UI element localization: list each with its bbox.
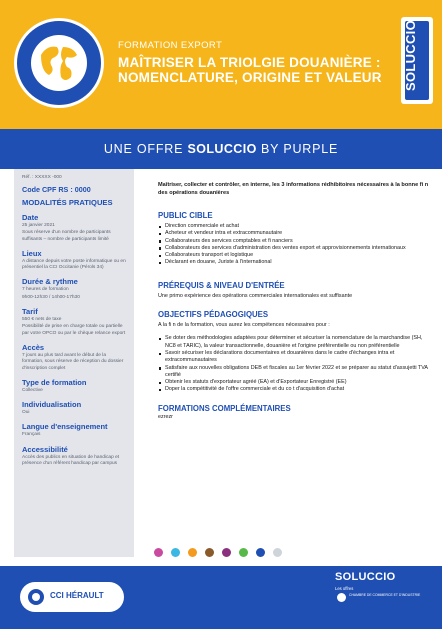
reference: Réf. : XXXXX -000 xyxy=(22,175,62,180)
footer xyxy=(0,566,442,629)
practical-info-sidebar xyxy=(14,169,134,557)
list-item: Obtenir les statuts d'exportateur agréé (EA) et d'Exportateur Enregistré (EE) xyxy=(158,379,430,386)
offer-band xyxy=(0,129,442,169)
lieux-label: Lieux xyxy=(22,248,42,258)
soluccio-side-logo xyxy=(401,17,433,104)
acces-value: 7 jours au plus tard avant le début de la formation, sous réserve de réception du dossier d'inscription complet xyxy=(22,352,124,371)
list-item: Collaborateurs des services comptables et fi nanciers xyxy=(158,238,430,245)
complementaires-text: ezrezr xyxy=(158,413,173,420)
footer-cci-small: CHAMBRE DE COMMERCE ET D'INDUSTRIE xyxy=(349,593,435,597)
tarif-value-1: 550 € nets de taxe xyxy=(22,317,62,323)
practical-heading: MODALITÉS PRATIQUES xyxy=(22,198,113,207)
main-content xyxy=(158,182,430,421)
list-item: Collaborateurs transport et logistique xyxy=(158,252,430,259)
individualisation-value: Oui xyxy=(22,410,30,416)
band-prefix: UNE OFFRE xyxy=(103,142,188,156)
list-item: Savoir sécuriser les déclarations documentaires et douanières dans le cadre d'échanges intra et extracommunautaires xyxy=(158,350,430,365)
duree-value-2: 9h00-12h30 / 14h00-17h30 xyxy=(22,294,80,300)
color-dots xyxy=(154,548,282,558)
list-item: Acheteur et vendeur intra et extracommunautaire xyxy=(158,230,430,237)
type-value: Collective xyxy=(22,387,43,393)
prerequis-title: PRÉREQUIS & NIVEAU D'ENTRÉE xyxy=(158,280,285,290)
color-dot xyxy=(205,548,214,557)
list-item: Se doter des méthodologies adaptées pour déterminer et sécuriser la nomenclature de la marchandise (SH, NC8 et TARIC), la valeur transactionnelle, douanière et l'origine préférentielle ou non préférentielle xyxy=(158,335,430,350)
color-dot xyxy=(256,548,265,557)
cci-label: CCI HÉRAULT xyxy=(50,591,104,600)
cci-logo-icon xyxy=(28,589,44,605)
date-label: Date xyxy=(22,213,39,222)
globe-icon xyxy=(14,18,104,108)
color-dot xyxy=(222,548,231,557)
side-logo-text: SOLUCCIO xyxy=(403,20,418,92)
cpf-code: Code CPF RS : 0000 xyxy=(22,185,91,194)
header-title-line2: NOMENCLATURE, ORIGINE ET VALEUR xyxy=(118,70,382,85)
prerequis-text: Une primo expérience des opérations commerciales internationales est suffisante xyxy=(158,292,353,299)
individualisation-label: Individualisation xyxy=(22,400,82,410)
list-item: Collaborateurs des services d'administration des ventes export et approvisionnements internationaux xyxy=(158,245,430,252)
accessibilite-value: Accès des publics en situation de handicap et présence d'un référent handicap par campus xyxy=(22,454,120,467)
footer-brand: SOLUCCIO xyxy=(335,571,396,583)
band-partner: PURPLE xyxy=(283,142,339,156)
intro-text: Maîtriser, collecter et contrôler, en interne, les 3 informations rédhibitoires nécessaires à la bonne fi n des opérations douanières xyxy=(158,182,429,196)
complementaires-title: FORMATIONS COMPLÉMENTAIRES xyxy=(158,403,291,413)
header-title-line1: MAÎTRISER LA TRIOLGIE DOUANIÈRE : xyxy=(118,55,381,70)
objectifs-intro: A la fi n de la formation, vous aurez les compétences nécessaires pour : xyxy=(158,322,330,329)
date-note: Sous réserve d'un nombre de participants suffisants – nombre de participants limité xyxy=(22,230,111,242)
date-value: 25 janvier 2021 xyxy=(22,223,55,228)
color-dot xyxy=(154,548,163,557)
objectifs-list xyxy=(158,335,430,393)
footer-small: Les offres xyxy=(335,586,354,591)
offer-band-text xyxy=(0,129,442,169)
duree-value-1: 7 heures de formation xyxy=(22,287,69,293)
lieux-value: A distance depuis votre poste informatique ou en présentiel la CCI Occitanie (Pérols 34) xyxy=(22,258,126,271)
band-by: BY xyxy=(256,142,284,156)
footer-soluccio-logo xyxy=(335,571,435,597)
header-banner xyxy=(0,0,442,129)
acces-label: Accès xyxy=(22,342,45,352)
public-cible-title: PUBLIC CIBLE xyxy=(158,211,213,220)
header-text xyxy=(118,40,398,85)
objectifs-title: OBJECTIFS PÉDAGOGIQUES xyxy=(158,310,269,320)
list-item: Satisfaire aux nouvelles obligations DEB et fiscales au 1er février 2022 et se préparer au statut d'assujetti TVA certifié xyxy=(158,365,430,380)
list-item: Direction commerciale et achat xyxy=(158,223,430,230)
type-label: Type de formation xyxy=(22,377,87,387)
color-dot xyxy=(171,548,180,557)
color-dot xyxy=(239,548,248,557)
cci-herault-badge xyxy=(20,582,124,612)
tarif-label: Tarif xyxy=(22,307,38,317)
langue-label: Langue d'enseignement xyxy=(22,422,108,432)
header-subtitle: FORMATION EXPORT xyxy=(118,40,223,51)
accessibilite-label: Accessibilité xyxy=(22,444,68,454)
list-item: Déclarant en douane, Juriste à l'international xyxy=(158,259,430,266)
list-item: Doper la compétitivité de l'offre commerciale et du co t d'acquisition d'achat xyxy=(158,386,430,393)
public-cible-list xyxy=(158,223,430,267)
tarif-value-2: Possibilité de prise en charge totale ou partielle par votre OPCO ou par le chèque relance export xyxy=(22,324,126,336)
color-dot xyxy=(188,548,197,557)
color-dot xyxy=(273,548,282,557)
duree-label: Durée & rythme xyxy=(22,277,78,287)
band-brand: SOLUCCIO xyxy=(187,142,257,156)
langue-value: Français xyxy=(22,432,41,438)
